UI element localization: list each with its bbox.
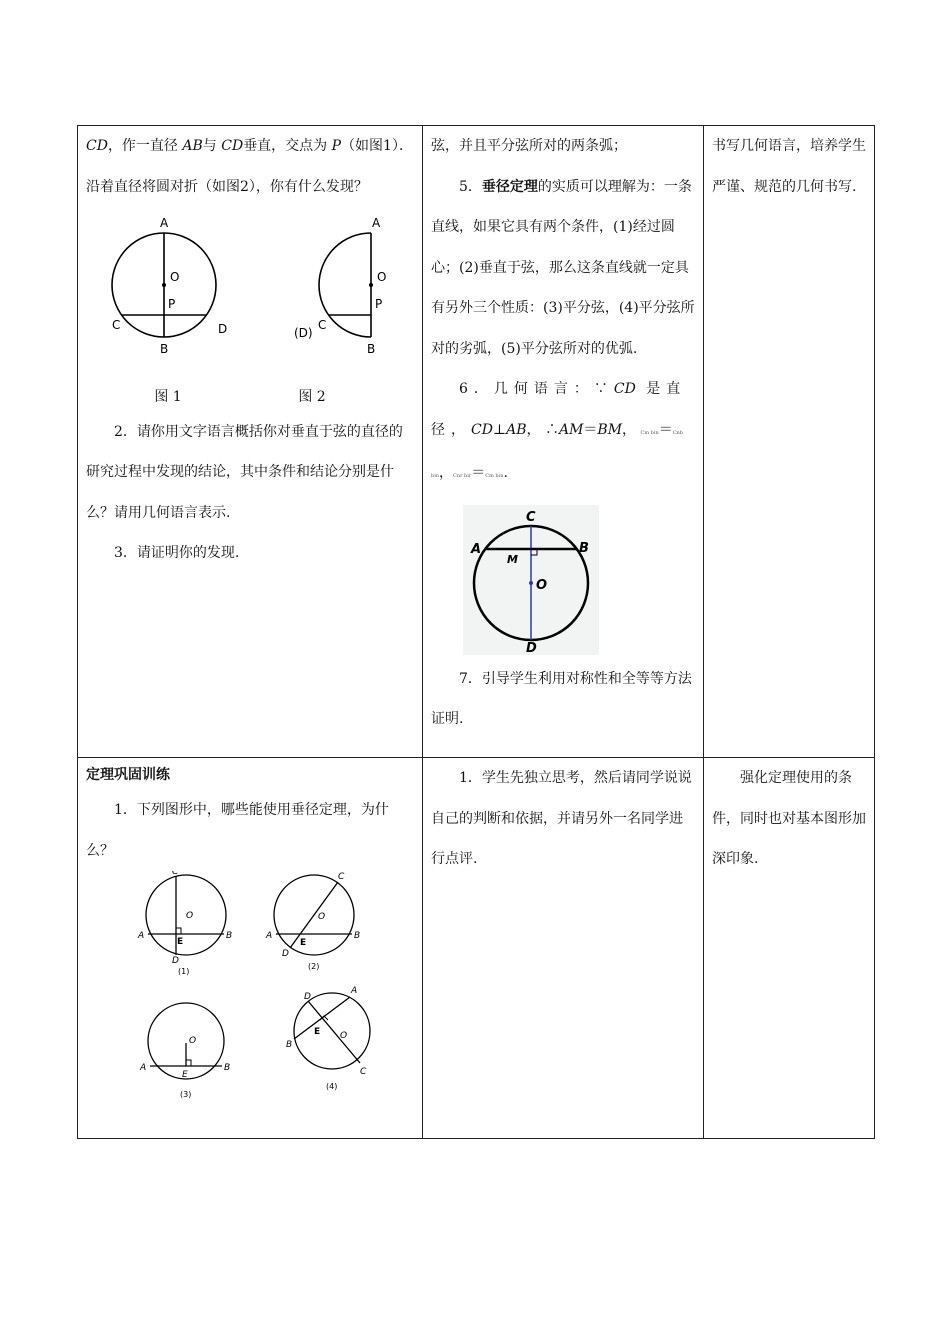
figure-1-and-2	[86, 207, 406, 365]
question-3: 3．请证明你的发现.	[114, 545, 240, 561]
svg-text:(1): (1)	[178, 967, 190, 976]
exercise-figure-2	[265, 872, 360, 971]
design-intent-text: 书写几何语言，培养学生严谨、规范的几何书写.	[712, 138, 866, 195]
svg-text:A: A	[266, 931, 273, 941]
svg-text:M: M	[507, 552, 518, 566]
svg-text:D: D	[304, 992, 311, 1002]
svg-text:(4): (4)	[326, 1082, 338, 1091]
svg-text:C: C	[338, 872, 345, 882]
svg-text:B: B	[160, 342, 169, 356]
svg-text:C: C	[112, 318, 121, 332]
svg-text:(3): (3)	[180, 1090, 192, 1099]
continued-text: 弦，并且平分弦所对的两条弧；	[431, 138, 627, 154]
svg-text:D: D	[526, 640, 537, 655]
svg-text:A: A	[351, 986, 358, 996]
perpendicular-diameter-figure	[463, 505, 599, 655]
svg-text:P: P	[375, 297, 383, 311]
lesson-table	[77, 125, 875, 1139]
question-2: 2．请你用文字语言概括你对垂直于弦的直径的研究过程中发现的结论，其中条件和结论分别是什么？请用几何语言表示.	[86, 423, 403, 521]
svg-text:E: E	[177, 937, 184, 947]
svg-text:(2): (2)	[308, 962, 320, 971]
svg-text:O: O	[170, 270, 180, 284]
process-cell	[78, 758, 423, 1139]
student-activity-cell	[423, 126, 704, 758]
svg-text:(D): (D)	[294, 326, 313, 340]
svg-text:D: D	[282, 949, 289, 959]
svg-text:B: B	[224, 1063, 231, 1073]
point-7: 7．引导学生利用对称性和全等等方法证明.	[431, 670, 692, 727]
svg-text:O: O	[189, 1036, 197, 1046]
exercise-figure-4	[286, 986, 370, 1091]
svg-text:C: C	[318, 318, 327, 332]
table-row	[78, 758, 875, 1139]
point-5: 5．垂径定理的实质可以理解为：一条直线，如果它具有两个条件，(1)经过圆心；(2)垂直于弦，那么这条直线就一定具有另外三个性质：(3)平分弦，(4)平分弦所对的劣弧，(5)平分弦所对的优弧.	[431, 178, 695, 357]
design-intent-text: 强化定理使用的条件，同时也对基本图形加深印象.	[712, 770, 866, 867]
caption-figure-2: 图 2	[298, 388, 326, 405]
svg-text:D: D	[218, 322, 228, 336]
table-row	[78, 126, 875, 758]
svg-text:B: B	[354, 931, 361, 941]
exercise-figure-3	[139, 1003, 230, 1099]
design-intent-cell	[704, 758, 875, 1139]
svg-text:P: P	[168, 297, 176, 311]
svg-text:A: A	[138, 931, 145, 941]
svg-text:B: B	[286, 1040, 293, 1050]
figure-2	[294, 216, 386, 356]
student-activity-text: 1．学生先独立思考，然后请同学说说自己的判断和依据，并请另外一名同学进行点评.	[431, 770, 692, 867]
svg-text:A: A	[372, 216, 381, 230]
svg-text:A: A	[160, 216, 169, 230]
svg-text:D: D	[172, 956, 179, 966]
exercise-figures	[86, 871, 406, 1121]
svg-text:E: E	[182, 1070, 188, 1080]
question-1: CD，作一直径 AB与 CD垂直，交点为 P（如图1）．沿着直径将圆对折（如图2），你有什么发现？	[86, 138, 413, 195]
svg-text:O: O	[318, 912, 326, 922]
svg-text:C: C	[526, 509, 536, 525]
svg-text:E: E	[314, 1027, 321, 1037]
svg-text:C: C	[360, 1067, 367, 1077]
caption-figure-1: 图 1	[154, 388, 182, 405]
svg-text:E: E	[300, 938, 307, 948]
student-activity-cell	[423, 758, 704, 1139]
svg-text:B: B	[579, 540, 589, 556]
design-intent-cell	[704, 126, 875, 758]
process-cell	[78, 126, 423, 758]
point-6: 6．几何语言：∵CD 是直径，CD⊥AB， ∴AM＝BM， Cm bin＝Cnb bin，Cnr bir＝Cm bin.	[431, 381, 687, 481]
svg-text:B: B	[226, 931, 233, 941]
svg-text:B: B	[367, 342, 376, 356]
figure-captions	[86, 382, 414, 412]
section-heading: 定理巩固训练	[86, 767, 170, 783]
svg-text:C: C	[172, 871, 179, 877]
svg-text:A: A	[471, 541, 482, 557]
exercise-figure-1	[137, 871, 232, 976]
figure-1	[112, 216, 227, 356]
svg-text:O: O	[186, 911, 194, 921]
svg-text:A: A	[140, 1063, 147, 1073]
svg-text:O: O	[536, 577, 548, 593]
exercise-1: 1．下列图形中，哪些能使用垂径定理，为什么？	[86, 802, 389, 859]
svg-text:O: O	[340, 1031, 348, 1041]
svg-text:O: O	[377, 270, 387, 284]
